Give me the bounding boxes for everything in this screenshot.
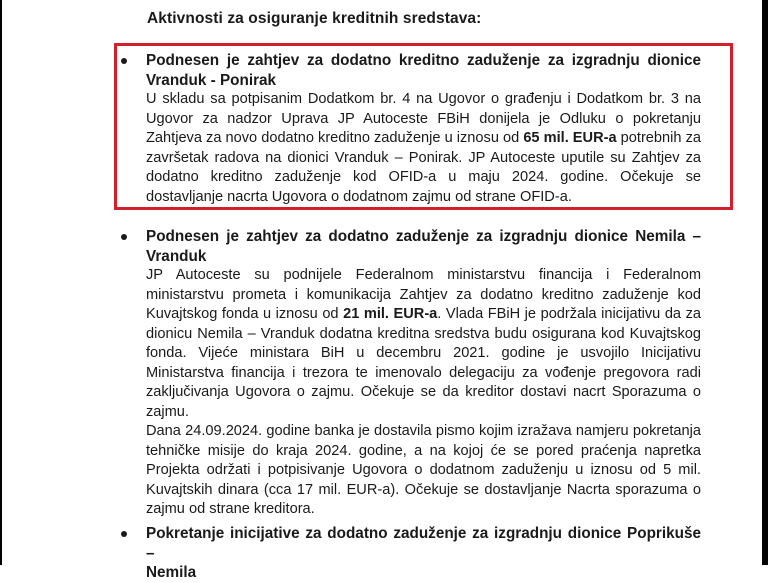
item-title: Podnesen je zahtjev za dodatno zaduženje za izgradnju dionice Nemila – Vranduk <box>146 228 701 265</box>
bullet-icon <box>121 58 127 64</box>
item-paragraph: U skladu sa potpisanim Dodatkom br. 4 na Ugovor o građenju i Dodatkom br. 3 na Ugovor za nadzor Uprava JP Autoceste FBiH donijela je Odluku o pokretanju Zahtjeva za novo dodatno kreditno zaduženje u iznosu od 65 mil. EUR-a potrebnih za završetak radova na dionici Vranduk – Ponirak. JP Autoceste uputile su Zahtjev za dodatno kreditno zaduženje kod OFID-a u maju 2024. godine. Očekuje se dostavljanje nacrta Ugovora o dodatnom zajmu od strane OFID-a. <box>146 91 701 205</box>
left-edge-border <box>0 0 2 565</box>
section-heading: Aktivnosti za osiguranje kreditnih sredstava: <box>147 10 482 27</box>
bullet-icon <box>121 234 127 240</box>
bullet-icon <box>121 531 127 537</box>
list-item-poprikuse-nemila <box>121 524 701 583</box>
list-item-nemila-vranduk <box>121 227 701 520</box>
item-title: Pokretanje inicijative za dodatno zaduženje za izgradnju dionice Poprikuše – Nemila <box>146 525 701 581</box>
right-edge-border <box>762 0 768 565</box>
item-paragraph: JP Autoceste su podnijele Federalnom ministarstvu financija i Federalnom ministarstvu prometa i komunikacija Zahtjev za dodatno kreditno zaduženje kod Kuvajtskog fonda u iznosu od 21 mil. EUR-a. Vlada FBiH je podržala inicijativu da za dionicu Nemila – Vranduk dodatna kreditna sredstva budu osigurana kod Kuvajtskog fonda. Vijeće ministara BiH u decembru 2021. godine je usvojilo Inicijativu Ministarstva financija i trezora te imenovalo delegaciju za vođenje pregovora radi zaključivanja Ugovora o zajmu. Očekuje se da kreditor dostavi nacrt Sporazuma o zajmu. <box>146 267 701 420</box>
list-item-vranduk-ponirak <box>121 51 701 207</box>
item-title: Podnesen je zahtjev za dodatno kreditno zaduženje za izgradnju dionice Vranduk - Ponirak <box>146 52 701 89</box>
item-paragraph-2: Dana 24.09.2024. godine banka je dostavila pismo kojim izražava namjeru pokretanja tehničke misije do kraja 2024. godine, a na kojoj će se pored praćenja napretka Projekta održati i potpisivanje Ugovora o dodatnom zaduženju u iznosu od 5 mil. Kuvajtskih dinara (cca 17 mil. EUR-a). Očekuje se dostavljanje Nacrta sporazuma o zajmu od strane kreditora. <box>146 423 701 517</box>
